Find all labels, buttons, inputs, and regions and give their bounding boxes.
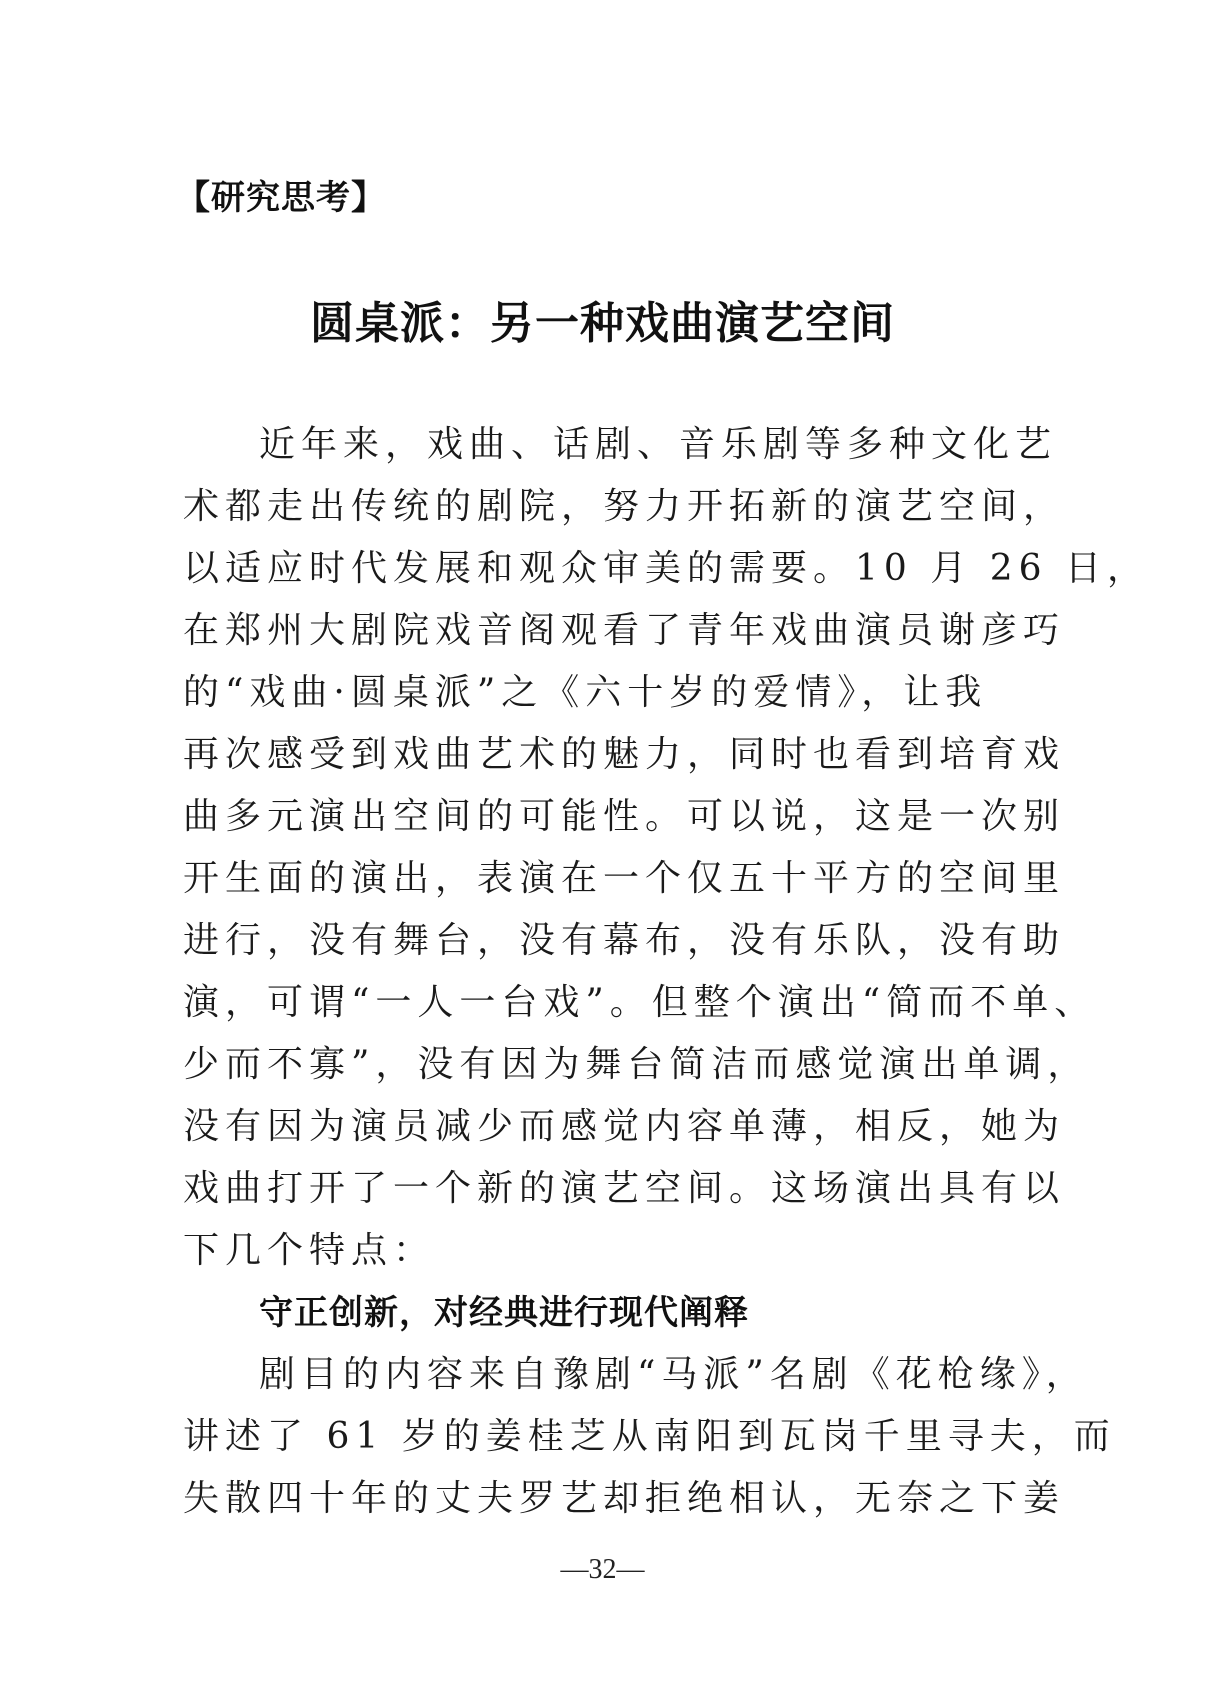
paragraph-line: 讲述了 61 岁的姜桂芝从南阳到瓦岗千里寻夫，而 [183, 1416, 1116, 1457]
paragraph-line: 的“戏曲·圆桌派”之《六十岁的爱情》，让我 [183, 672, 988, 713]
paragraph-line: 演，可谓“一人一台戏”。但整个演出“简而不单、 [183, 982, 1097, 1023]
article-body [183, 414, 1149, 1530]
paragraph-line: 曲多元演出空间的可能性。可以说，这是一次别 [183, 796, 1066, 837]
paragraph-line: 近年来，戏曲、话剧、音乐剧等多种文化艺 [259, 424, 1058, 465]
article-title: 圆桌派：另一种戏曲演艺空间 [310, 298, 895, 349]
section-subheading: 守正创新，对经典进行现代阐释 [259, 1293, 749, 1333]
paragraph-line: 剧目的内容来自豫剧“马派”名剧《花枪缘》， [259, 1354, 1088, 1395]
paragraph-line: 戏曲打开了一个新的演艺空间。这场演出具有以 [183, 1168, 1066, 1209]
page-number: —32— [560, 1554, 645, 1585]
paragraph-line: 再次感受到戏曲艺术的魅力，同时也看到培育戏 [183, 734, 1066, 775]
paragraph-line: 进行，没有舞台，没有幕布，没有乐队，没有助 [183, 920, 1066, 961]
paragraph-line: 以适应时代发展和观众审美的需要。10 月 26 日， [183, 548, 1149, 589]
paragraph-line: 少而不寡”，没有因为舞台简洁而感觉演出单调， [183, 1044, 1090, 1085]
paragraph-line: 失散四十年的丈夫罗艺却拒绝相认，无奈之下姜 [183, 1478, 1066, 1519]
paragraph-line: 术都走出传统的剧院，努力开拓新的演艺空间， [183, 486, 1066, 527]
paragraph-line: 开生面的演出，表演在一个仅五十平方的空间里 [183, 858, 1066, 899]
paragraph-line: 在郑州大剧院戏音阁观看了青年戏曲演员谢彦巧 [183, 610, 1066, 651]
paragraph-line: 下几个特点： [183, 1230, 436, 1271]
paragraph-line: 没有因为演员减少而感觉内容单薄，相反，她为 [183, 1106, 1066, 1147]
section-tag: 【研究思考】 [176, 178, 386, 218]
